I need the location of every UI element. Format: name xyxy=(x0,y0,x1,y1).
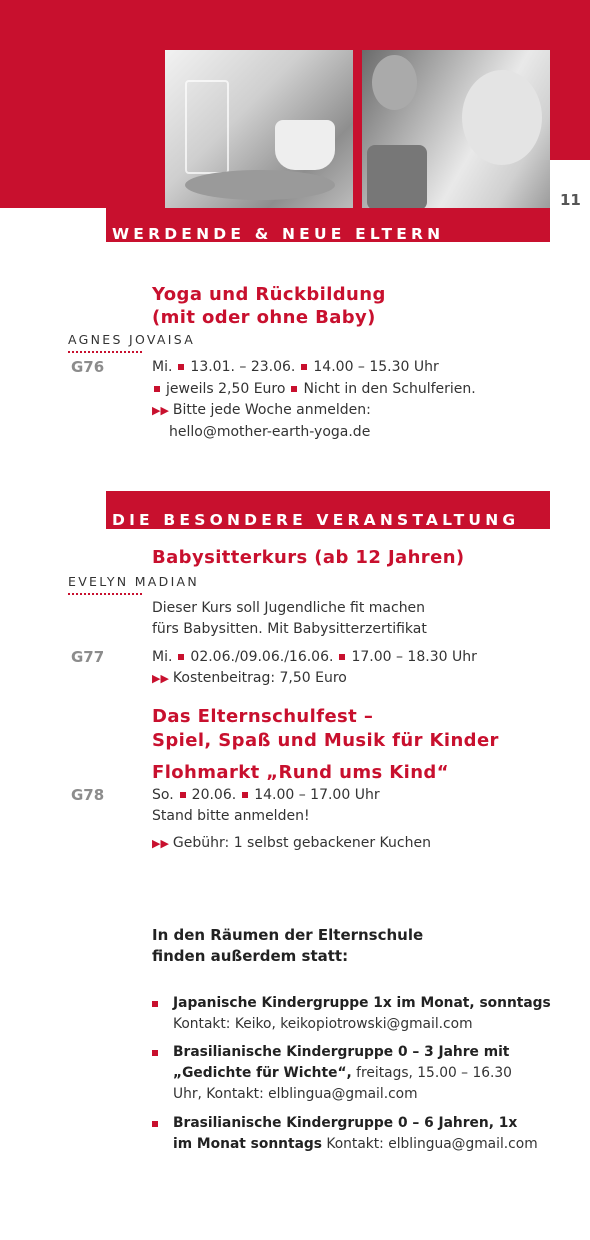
g77-time: 17.00 – 18.30 Uhr xyxy=(351,649,477,665)
extra-item-japanese xyxy=(173,993,583,1035)
bullet-square-icon xyxy=(154,386,160,392)
g77-dates: 02.06./09.06./16.06. xyxy=(190,649,334,665)
g77-desc-line1: Dieser Kurs soll Jugendliche fit machen xyxy=(152,600,426,616)
g78-fee: Gebühr: 1 selbst gebackener Kuchen xyxy=(172,835,431,851)
cup-shape xyxy=(275,120,335,170)
event-title-g78-line3: Flohmarkt „Rund ums Kind“ xyxy=(152,762,449,783)
extra-lead-line2: finden außerdem statt: xyxy=(152,947,349,965)
speaker-g76: AGNES JOVAISA xyxy=(68,332,196,347)
event-title-g76-line2: (mit oder ohne Baby) xyxy=(152,307,376,328)
course-code-g78: G78 xyxy=(71,786,105,804)
extra-item-brazil-0-6 xyxy=(173,1113,583,1155)
event-title-g76-line1: Yoga und Rückbildung xyxy=(152,284,386,305)
double-arrow-icon: ▶▶ xyxy=(152,672,169,685)
bullet-square-icon xyxy=(242,792,248,798)
g76-email[interactable]: hello@mother-earth-yoga.de xyxy=(169,424,371,440)
page-number: 11 xyxy=(560,191,581,209)
g77-desc-line2: fürs Babysitten. Mit Babysitterzertifikat xyxy=(152,621,427,637)
extra-item-brazil-0-3 xyxy=(173,1042,583,1105)
bullet-square-icon xyxy=(339,654,345,660)
extra-item-title: Brasilianische Kindergruppe 0 – 3 Jahre mit xyxy=(173,1044,510,1060)
extra-item-title-cont: im Monat sonntags xyxy=(173,1136,322,1152)
photo-breakfast-table xyxy=(165,50,353,210)
g76-note: Nicht in den Schulferien. xyxy=(303,381,476,397)
cup-shape xyxy=(367,145,427,210)
g76-price: jeweils 2,50 Euro xyxy=(166,381,286,397)
double-arrow-icon: ▶▶ xyxy=(152,837,169,850)
g78-signup: Stand bitte anmelden! xyxy=(152,808,310,824)
speaker-underline xyxy=(68,593,142,595)
g76-schedule xyxy=(152,357,439,377)
bullet-square-icon xyxy=(152,1001,158,1007)
extra-item-schedule: freitags, 15.00 – 16.30 xyxy=(351,1065,512,1081)
bullet-square-icon xyxy=(291,386,297,392)
g77-day: Mi. xyxy=(152,649,173,665)
bullet-square-icon xyxy=(180,792,186,798)
extra-item-contact: Kontakt: Keiko, keikopiotrowski@gmail.com xyxy=(173,1016,473,1032)
g78-time: 14.00 – 17.00 Uhr xyxy=(254,787,380,803)
bullet-square-icon xyxy=(178,364,184,370)
bullet-square-icon xyxy=(152,1121,158,1127)
g76-dates: 13.01. – 23.06. xyxy=(190,359,296,375)
event-title-g78-line2: Spiel, Spaß und Musik für Kinder xyxy=(152,730,499,751)
g78-day: So. xyxy=(152,787,174,803)
section-title-veranstaltung: DIE BESONDERE VERANSTALTUNG xyxy=(112,511,520,529)
g76-price-line xyxy=(152,379,476,399)
speaker-g77: EVELYN MADIAN xyxy=(68,574,200,589)
extra-item-title: Brasilianische Kindergruppe 0 – 6 Jahren, 1x xyxy=(173,1115,518,1131)
g76-day: Mi. xyxy=(152,359,173,375)
section-title-eltern: WERDENDE & NEUE ELTERN xyxy=(112,225,445,243)
g77-cost-line xyxy=(152,668,347,689)
child-background-shape xyxy=(372,55,417,110)
double-arrow-icon: ▶▶ xyxy=(152,404,169,417)
glass-shape xyxy=(185,80,229,174)
g78-schedule xyxy=(152,785,380,805)
event-title-g78-line1: Das Elternschulfest – xyxy=(152,706,374,727)
photo-child xyxy=(362,50,550,210)
extra-lead-line1: In den Räumen der Elternschule xyxy=(152,926,424,944)
bullet-square-icon xyxy=(152,1050,158,1056)
plate-shape xyxy=(185,170,335,200)
extra-item-title: Japanische Kindergruppe 1x im Monat, sonntags xyxy=(173,995,551,1011)
g76-signup: Bitte jede Woche anmelden: xyxy=(172,402,371,418)
extra-item-title-cont: „Gedichte für Wichte“, xyxy=(173,1065,352,1081)
g76-signup-line xyxy=(152,400,371,421)
g78-date: 20.06. xyxy=(191,787,237,803)
g76-time: 14.00 – 15.30 Uhr xyxy=(313,359,439,375)
bullet-square-icon xyxy=(301,364,307,370)
course-code-g76: G76 xyxy=(71,358,105,376)
g78-fee-line xyxy=(152,833,431,854)
extra-item-contact: Kontakt: elblingua@gmail.com xyxy=(321,1136,538,1152)
g77-cost: Kostenbeitrag: 7,50 Euro xyxy=(172,670,347,686)
child-face-shape xyxy=(462,70,542,165)
g77-schedule xyxy=(152,647,477,667)
course-code-g77: G77 xyxy=(71,648,105,666)
bullet-square-icon xyxy=(178,654,184,660)
event-title-g77: Babysitterkurs (ab 12 Jahren) xyxy=(152,547,465,568)
extra-item-contact: Uhr, Kontakt: elblingua@gmail.com xyxy=(173,1086,418,1102)
speaker-underline xyxy=(68,351,142,353)
